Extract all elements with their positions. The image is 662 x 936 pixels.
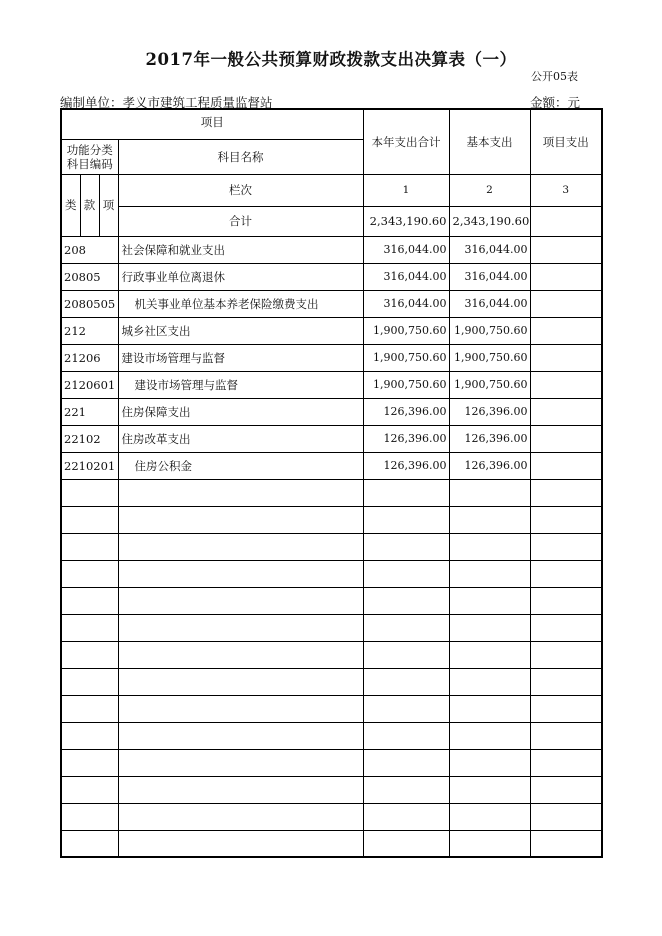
- row-basic: [449, 722, 530, 749]
- row-total: 126,396.00: [363, 398, 449, 425]
- row-name: [118, 722, 363, 749]
- row-name: [118, 803, 363, 830]
- row-code: 22102: [61, 425, 118, 452]
- row-name: [118, 668, 363, 695]
- header-col1: 1: [363, 174, 449, 206]
- row-code: 2210201: [61, 452, 118, 479]
- row-project: [530, 722, 602, 749]
- row-total: [363, 830, 449, 857]
- row-basic: 1,900,750.60: [449, 344, 530, 371]
- row-project: [530, 236, 602, 263]
- row-code: [61, 695, 118, 722]
- page-title: 2017年一般公共预算财政拨款支出决算表（一）: [145, 50, 517, 69]
- row-project: [530, 290, 602, 317]
- row-project: [530, 533, 602, 560]
- row-name: 行政事业单位离退休: [118, 263, 363, 290]
- row-code: [61, 668, 118, 695]
- table-row: [61, 695, 602, 722]
- table-row: [61, 398, 602, 425]
- row-code: [61, 830, 118, 857]
- row-project: [530, 560, 602, 587]
- row-basic: 316,044.00: [449, 263, 530, 290]
- row-code: [61, 722, 118, 749]
- row-name: [118, 506, 363, 533]
- row-total: [363, 803, 449, 830]
- row-name: [118, 479, 363, 506]
- row-code: 2120601: [61, 371, 118, 398]
- header-item: 项目: [61, 109, 363, 139]
- sum-project: [530, 206, 602, 236]
- expenditure-table: [60, 108, 603, 858]
- row-basic: 126,396.00: [449, 452, 530, 479]
- row-name: 社会保障和就业支出: [118, 236, 363, 263]
- table-row: [61, 722, 602, 749]
- row-name: [118, 695, 363, 722]
- header-func-class: [61, 139, 118, 174]
- row-code: [61, 587, 118, 614]
- row-basic: 316,044.00: [449, 236, 530, 263]
- row-code: [61, 776, 118, 803]
- row-total: 126,396.00: [363, 425, 449, 452]
- row-total: [363, 722, 449, 749]
- row-name: [118, 776, 363, 803]
- row-name: [118, 749, 363, 776]
- row-name: 建设市场管理与监督: [118, 344, 363, 371]
- row-total: [363, 695, 449, 722]
- table-row: [61, 344, 602, 371]
- row-total: 316,044.00: [363, 290, 449, 317]
- row-name: [118, 614, 363, 641]
- row-basic: [449, 695, 530, 722]
- header-col3: 3: [530, 174, 602, 206]
- row-project: [530, 614, 602, 641]
- table-row: [61, 749, 602, 776]
- row-code: [61, 749, 118, 776]
- row-total: [363, 587, 449, 614]
- row-name: [118, 587, 363, 614]
- table-row: [61, 290, 602, 317]
- row-basic: [449, 749, 530, 776]
- table-row: [61, 641, 602, 668]
- row-total: 316,044.00: [363, 236, 449, 263]
- row-total: [363, 560, 449, 587]
- table-row: [61, 614, 602, 641]
- table-row: [61, 236, 602, 263]
- table-row: [61, 452, 602, 479]
- sum-total: 2,343,190.60: [363, 206, 449, 236]
- row-basic: [449, 587, 530, 614]
- row-basic: 1,900,750.60: [449, 317, 530, 344]
- header-subj-name: 科目名称: [118, 139, 363, 174]
- row-basic: [449, 614, 530, 641]
- row-total: [363, 506, 449, 533]
- header-xiang: 项: [99, 174, 118, 236]
- row-total: [363, 641, 449, 668]
- header-kuan: 款: [80, 174, 99, 236]
- row-name: 建设市场管理与监督: [118, 371, 363, 398]
- header-col2: 2: [449, 174, 530, 206]
- row-project: [530, 668, 602, 695]
- row-total: 1,900,750.60: [363, 371, 449, 398]
- row-code: 212: [61, 317, 118, 344]
- row-project: [530, 317, 602, 344]
- row-project: [530, 479, 602, 506]
- row-total: [363, 668, 449, 695]
- row-code: [61, 560, 118, 587]
- row-total: 1,900,750.60: [363, 344, 449, 371]
- row-project: [530, 452, 602, 479]
- row-project: [530, 371, 602, 398]
- row-name: 住房公积金: [118, 452, 363, 479]
- row-total: 126,396.00: [363, 452, 449, 479]
- row-basic: [449, 506, 530, 533]
- row-name: [118, 533, 363, 560]
- table-row: [61, 506, 602, 533]
- row-basic: [449, 830, 530, 857]
- row-total: [363, 614, 449, 641]
- header-project: 项目支出: [530, 109, 602, 174]
- row-project: [530, 830, 602, 857]
- table-row: [61, 776, 602, 803]
- row-basic: [449, 668, 530, 695]
- row-project: [530, 803, 602, 830]
- row-total: [363, 479, 449, 506]
- row-basic: 316,044.00: [449, 290, 530, 317]
- table-row: [61, 830, 602, 857]
- table-row: [61, 425, 602, 452]
- row-basic: 126,396.00: [449, 425, 530, 452]
- row-project: [530, 425, 602, 452]
- row-code: [61, 533, 118, 560]
- row-project: [530, 506, 602, 533]
- row-name: 机关事业单位基本养老保险缴费支出: [118, 290, 363, 317]
- form-number: 公开05表: [531, 70, 578, 83]
- row-project: [530, 641, 602, 668]
- table-row: [61, 371, 602, 398]
- row-project: [530, 695, 602, 722]
- row-code: [61, 641, 118, 668]
- sum-label: 合计: [118, 206, 363, 236]
- row-name: 城乡社区支出: [118, 317, 363, 344]
- row-project: [530, 398, 602, 425]
- row-code: 221: [61, 398, 118, 425]
- row-total: [363, 533, 449, 560]
- reporting-unit: 编制单位：孝义市建筑工程质量监督站: [60, 95, 273, 110]
- row-code: 21206: [61, 344, 118, 371]
- row-total: 1,900,750.60: [363, 317, 449, 344]
- header-total: 本年支出合计: [363, 109, 449, 174]
- row-code: 208: [61, 236, 118, 263]
- row-basic: 126,396.00: [449, 398, 530, 425]
- amount-unit: 金额：元: [530, 95, 581, 110]
- table-row: [61, 587, 602, 614]
- row-name: 住房改革支出: [118, 425, 363, 452]
- row-code: [61, 479, 118, 506]
- row-name: 住房保障支出: [118, 398, 363, 425]
- row-project: [530, 263, 602, 290]
- row-project: [530, 749, 602, 776]
- table-row: [61, 803, 602, 830]
- header-subj-code-line2: 科目编码: [66, 156, 113, 171]
- header-func-class-line1: 功能分类: [66, 142, 113, 157]
- table-row: [61, 668, 602, 695]
- row-project: [530, 776, 602, 803]
- table-row: [61, 560, 602, 587]
- header-lanci: 栏次: [118, 174, 363, 206]
- row-basic: [449, 533, 530, 560]
- row-total: [363, 776, 449, 803]
- row-basic: [449, 479, 530, 506]
- row-basic: [449, 560, 530, 587]
- row-code: [61, 614, 118, 641]
- row-basic: [449, 803, 530, 830]
- row-total: [363, 749, 449, 776]
- row-total: 316,044.00: [363, 263, 449, 290]
- row-basic: [449, 641, 530, 668]
- row-name: [118, 641, 363, 668]
- row-basic: 1,900,750.60: [449, 371, 530, 398]
- row-basic: [449, 776, 530, 803]
- row-code: 2080505: [61, 290, 118, 317]
- table-row: [61, 317, 602, 344]
- row-code: 20805: [61, 263, 118, 290]
- sum-basic: 2,343,190.60: [449, 206, 530, 236]
- table-row: [61, 263, 602, 290]
- row-project: [530, 344, 602, 371]
- row-code: [61, 506, 118, 533]
- row-name: [118, 830, 363, 857]
- table-row: [61, 533, 602, 560]
- row-code: [61, 803, 118, 830]
- header-basic: 基本支出: [449, 109, 530, 174]
- row-project: [530, 587, 602, 614]
- table-row: [61, 479, 602, 506]
- row-name: [118, 560, 363, 587]
- header-lei: 类: [61, 174, 80, 236]
